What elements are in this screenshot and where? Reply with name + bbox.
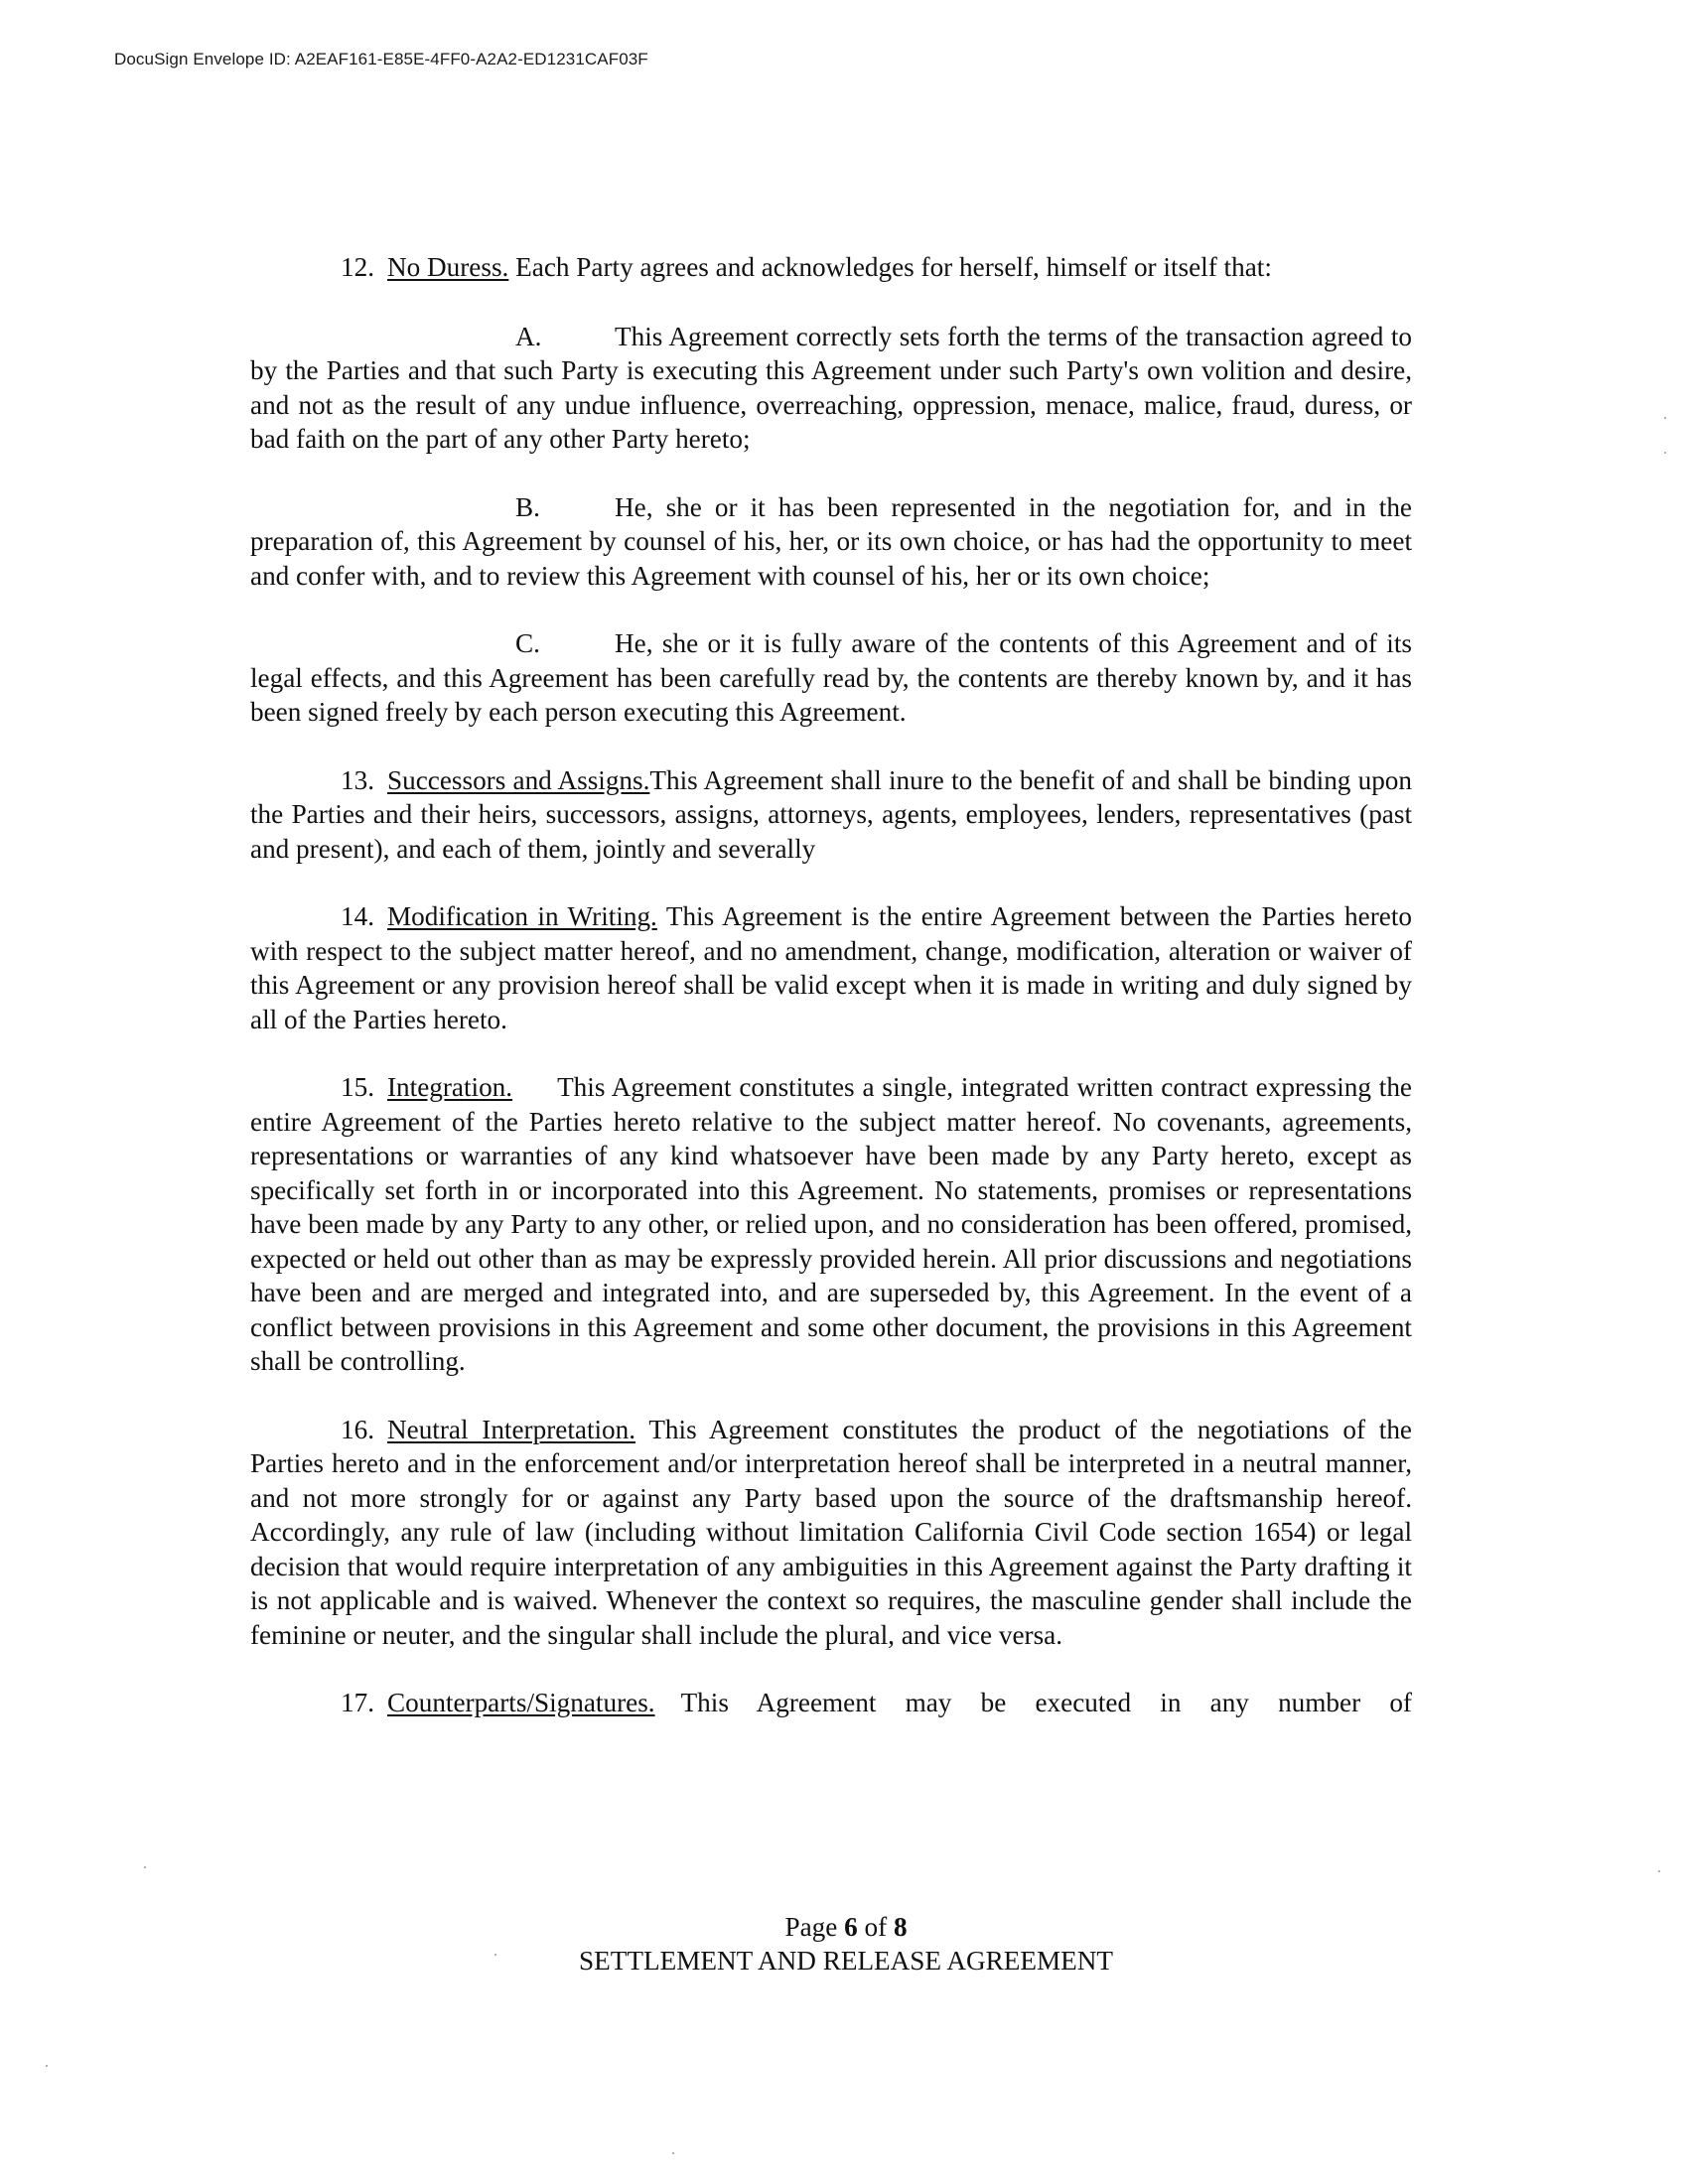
item-text: He, she or it is fully aware of the contents of this Agreement and of its legal effects, and this Agreement has been carefully read by, the contents are thereby known by, and it has been signed freely by each person executing this Agreement. (250, 628, 1412, 727)
section-number: 12. (341, 252, 374, 282)
section-14 (250, 899, 1412, 1036)
scan-speck (672, 2152, 674, 2154)
docusign-envelope-id: DocuSign Envelope ID: A2EAF161-E85E-4FF0-A2A2-ED1231CAF03F (114, 50, 648, 68)
section-number: 14. (341, 901, 374, 931)
page-number (0, 1910, 1692, 1944)
section-heading: Neutral Interpretation. (387, 1414, 636, 1444)
item-text: This Agreement correctly sets forth the terms of the transaction agreed to by the Parties and that such Party is executing this Agreement under such Party's own volition and desire, and not as the result of any undue influence, overreaching, oppression, menace, malice, fraud, duress, or bad faith on the part of any other Party hereto; (250, 321, 1412, 454)
agreement-body (250, 250, 1412, 1754)
scan-speck (494, 1954, 496, 1956)
document-title: SETTLEMENT AND RELEASE AGREEMENT (579, 1946, 1113, 1976)
section-heading: Successors and Assigns. (387, 764, 650, 795)
scan-speck (46, 2065, 48, 2067)
section-17 (250, 1686, 1412, 1720)
section-heading: No Duress. (387, 252, 509, 282)
scan-speck (144, 1866, 146, 1868)
page-of: of (857, 1912, 894, 1942)
item-letter: A. (515, 321, 542, 351)
scan-speck (1664, 417, 1666, 419)
item-letter: B. (515, 491, 540, 522)
section-number: 17. (341, 1688, 374, 1717)
item-text: He, she or it has been represented in the negotiation for, and in the preparation of, this Agreement by counsel of his, her, or its own choice, or has had the opportunity to meet and confer with, and to review this Agreement with counsel of his, her or its own choice; (250, 491, 1412, 591)
section-text: This Agreement is the entire Agreement between the Parties hereto with respect to the subject matter hereof, and no amendment, change, modification, alteration or waiver of this Agreement or any provision hereof shall be valid except when it is made in writing and duly signed by all of the Parties hereto. (250, 901, 1412, 1034)
section-number: 15. (341, 1072, 374, 1102)
scan-speck (1664, 452, 1666, 454)
section-12 (250, 250, 1412, 285)
section-15 (250, 1070, 1412, 1379)
section-text: This Agreement may be executed in any number of (680, 1688, 1412, 1717)
section-12-item-c (250, 626, 1412, 730)
page-total: 8 (893, 1912, 908, 1942)
scan-speck (1658, 1870, 1660, 1872)
section-text: Each Party agrees and acknowledges for herself, himself or itself that: (508, 252, 1272, 282)
item-letter: C. (515, 628, 540, 658)
section-heading: Integration. (387, 1072, 513, 1102)
section-number: 16. (341, 1414, 374, 1444)
section-16 (250, 1413, 1412, 1653)
section-12-item-a (250, 320, 1412, 457)
section-12-item-b (250, 490, 1412, 594)
page-footer (0, 1910, 1692, 1978)
section-text: This Agreement constitutes a single, integrated written contract expressing the entire Agreement of the Parties hereto relative to the subject matter hereof. No covenants, agreements, representations or warranties of any kind whatsoever have been made by any Party hereto, except as specifically set forth in or incorporated into this Agreement. No statements, promises or representations have been made by any Party to any other, or relied upon, and no consideration has been offered, promised, expected or held out other than as may be expressly provided herein. All prior discussions and negotiations have been and are merged and integrated into, and are superseded by, this Agreement. In the event of a conflict between provisions in this Agreement and some other document, the provisions in this Agreement shall be controlling. (250, 1072, 1412, 1376)
section-text: This Agreement constitutes the product of the negotiations of the Parties hereto and in the enforcement and/or interpretation hereof shall be interpreted in a neutral manner, and not more strongly for or against any Party based upon the source of the draftsmanship hereof. Accordingly, any rule of law (including without limitation California Civil Code section 1654) or legal decision that would require interpretation of any ambiguities in this Agreement against the Party drafting it is not applicable and is waived. Whenever the context so requires, the masculine gender shall include the feminine or neuter, and the singular shall include the plural, and vice versa. (250, 1414, 1412, 1650)
section-number: 13. (341, 764, 374, 795)
section-13 (250, 763, 1412, 867)
page-prefix: Page (784, 1912, 845, 1942)
section-text: This Agreement shall inure to the benefit of and shall be binding upon the Parties and their heirs, successors, assigns, attorneys, agents, employees, lenders, representatives (past and present), and each of them, jointly and severally (250, 764, 1412, 864)
page-current: 6 (844, 1912, 858, 1942)
section-heading: Counterparts/Signatures. (387, 1688, 655, 1717)
section-heading: Modification in Writing. (387, 901, 657, 931)
